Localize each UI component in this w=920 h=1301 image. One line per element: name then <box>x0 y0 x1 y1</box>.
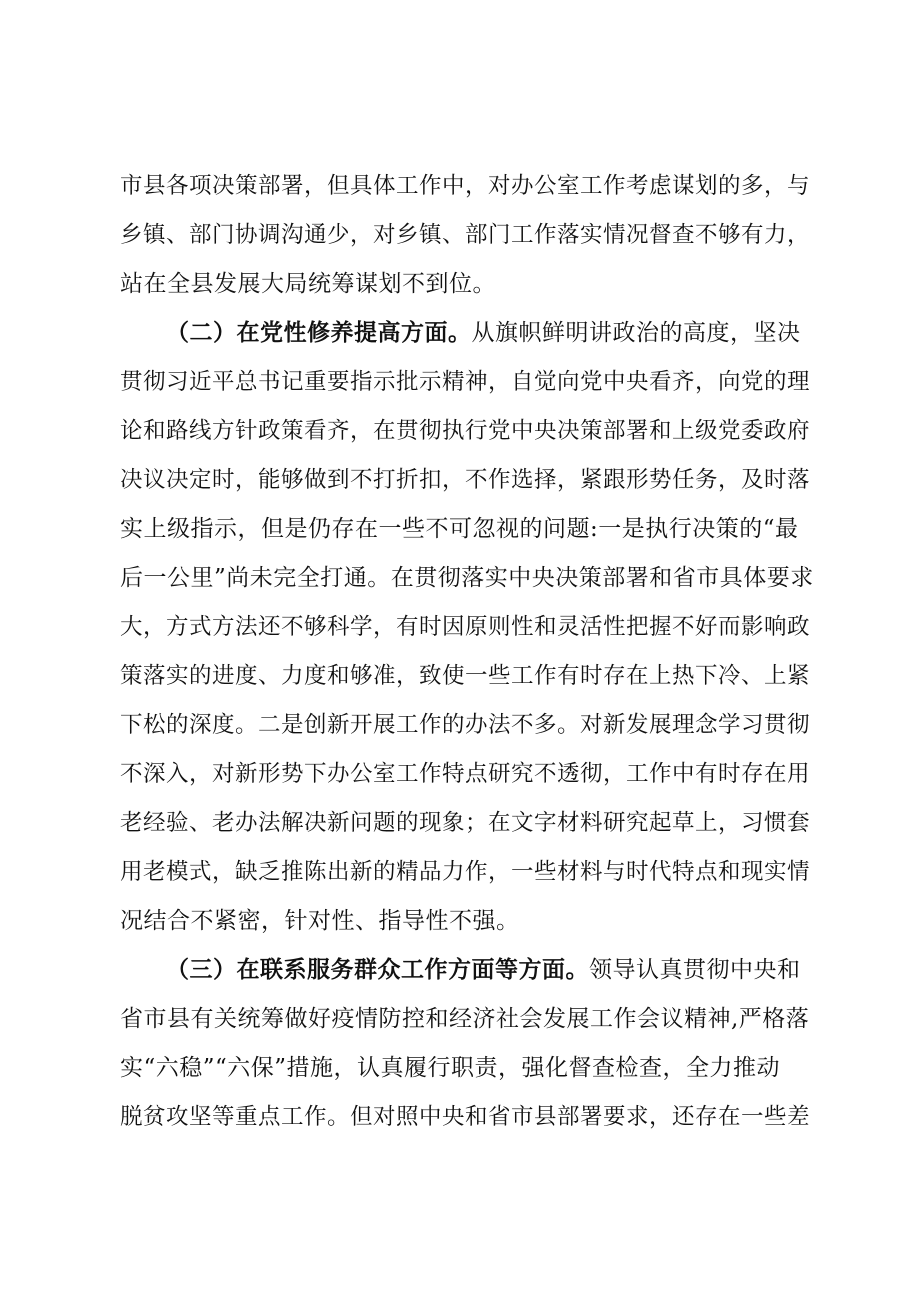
para2-line: 贯彻习近平总书记重要指示批示精神，自觉向党中央看齐，向党的理 <box>120 369 811 395</box>
para1-line-1: 市县各项决策部署，但具体工作中，对办公室工作考虑谋划的多，与 <box>120 173 811 199</box>
para3-line: 省市县有关统筹做好疫情防控和经济社会发展工作会议精神,严格落 <box>120 1006 810 1032</box>
para2-line: 决议决定时，能够做到不打折扣，不作选择，紧跟形势任务，及时落 <box>120 467 811 493</box>
para3-first-line-text: 领导认真贯彻中央和 <box>589 957 801 983</box>
section-heading-3: （三）在联系服务群众工作方面等方面。 <box>166 957 589 983</box>
para2-first-line <box>166 312 801 354</box>
para2-line: 论和路线方针政策看齐，在贯彻执行党中央决策部署和上级党委政府 <box>120 418 811 444</box>
para2-line: 用老模式，缺乏推陈出新的精品力作，一些材料与时代特点和现实情 <box>120 859 811 885</box>
para3-first-line <box>166 949 801 991</box>
para3-line: 实“六稳”“六保”措施，认真履行职责，强化督查检查，全力推动 <box>120 1055 781 1081</box>
section-heading-2: （二）在党性修养提高方面。 <box>166 320 472 346</box>
para3-line: 脱贫攻坚等重点工作。但对照中央和省市县部署要求，还存在一些差 <box>120 1104 811 1130</box>
para2-line: 下松的深度。二是创新开展工作的办法不多。对新发展理念学习贯彻 <box>120 712 811 738</box>
para2-line: 大，方式方法还不够科学，有时因原则性和灵活性把握不好而影响政 <box>120 614 811 640</box>
para2-first-line-text: 从旗帜鲜明讲政治的高度，坚决 <box>471 320 801 346</box>
para1-line-2: 乡镇、部门协调沟通少，对乡镇、部门工作落实情况督查不够有力， <box>120 222 811 248</box>
para2-line: 不深入，对新形势下办公室工作特点研究不透彻，工作中有时存在用 <box>120 761 811 787</box>
para2-line: 后一公里”尚未完全打通。在贯彻落实中央决策部署和省市具体要求 <box>120 565 814 591</box>
para2-line: 况结合不紧密，针对性、指导性不强。 <box>120 908 520 934</box>
para1-line-3: 站在全县发展大局统筹谋划不到位。 <box>120 271 496 297</box>
para2-line: 老经验、老办法解决新问题的现象；在文字材料研究起草上，习惯套 <box>120 810 811 836</box>
para2-line: 实上级指示，但是仍存在一些不可忽视的问题:一是执行决策的“最 <box>120 516 799 542</box>
para2-line: 策落实的进度、力度和够准，致使一些工作有时存在上热下冷、上紧 <box>120 663 811 689</box>
